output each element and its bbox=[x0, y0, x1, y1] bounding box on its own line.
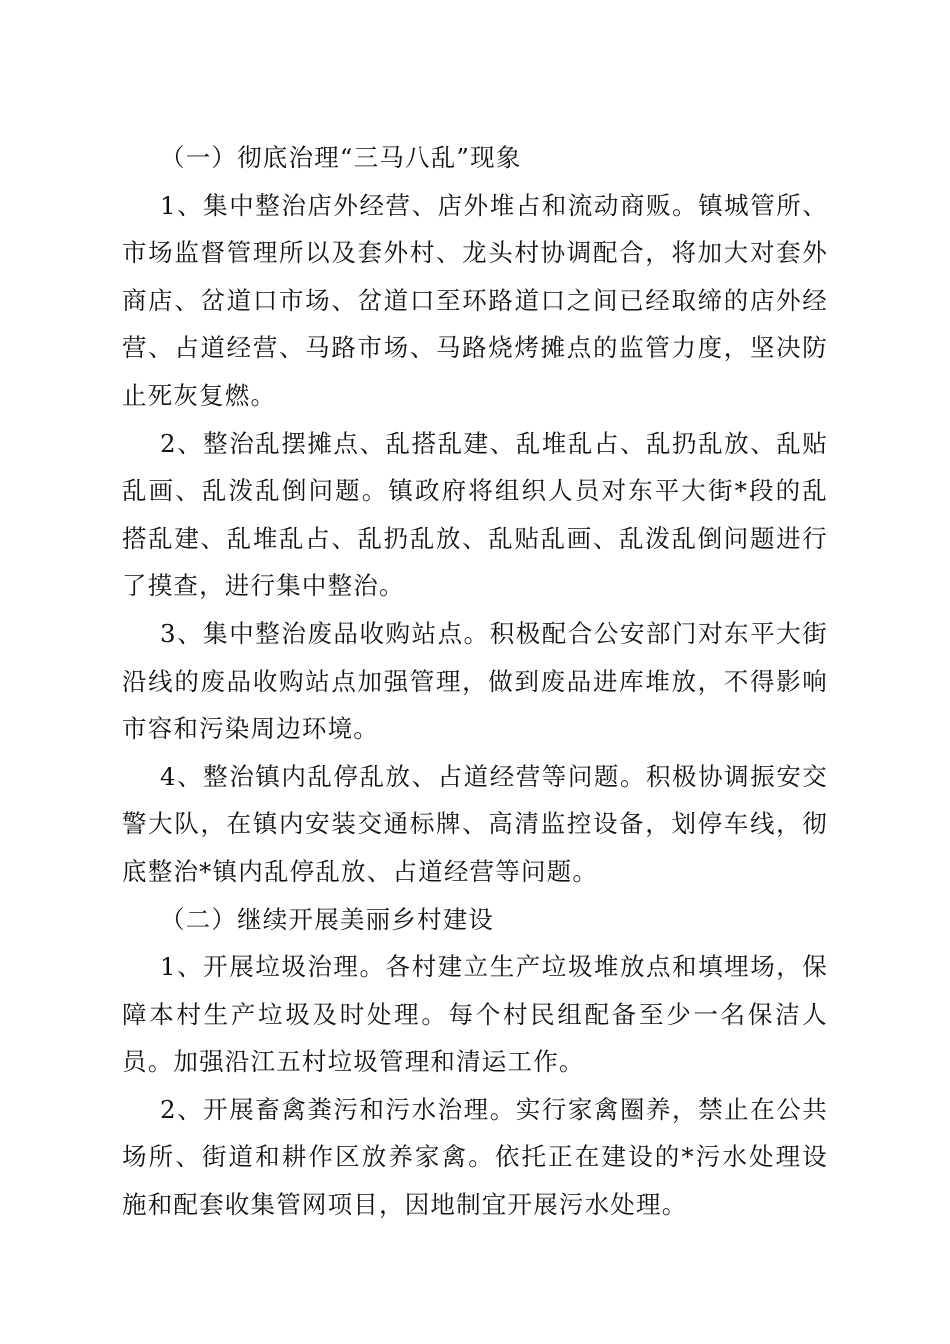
paragraph-2-2: 2、开展畜禽粪污和污水治理。实行家禽圈养，禁止在公共场所、街道和耕作区放养家禽。依托正在建设的*污水处理设施和配套收集管网项目，因地制宜开展污水处理。 bbox=[122, 1094, 828, 1220]
paragraph-2-1: 1、开展垃圾治理。各村建立生产垃圾堆放点和填埋场，保障本村生产垃圾及时处理。每个村民组配备至少一名保洁人员。加强沿江五村垃圾管理和清运工作。 bbox=[122, 952, 828, 1077]
paragraph-1-2: 2、整治乱摆摊点、乱搭乱建、乱堆乱占、乱扔乱放、乱贴乱画、乱泼乱倒问题。镇政府将组织人员对东平大街*段的乱搭乱建、乱堆乱占、乱扔乱放、乱贴乱画、乱泼乱倒问题进行了摸查，进行集中整治。 bbox=[122, 428, 828, 601]
section-heading-2: （二）继续开展美丽乡村建设 bbox=[160, 904, 495, 934]
paragraph-1-1: 1、集中整治店外经营、店外堆占和流动商贩。镇城管所、市场监督管理所以及套外村、龙头村协调配合，将加大对套外商店、岔道口市场、岔道口至环路道口之间已经取缔的店外经营、占道经营、马路市场、马路烧烤摊点的监管力度，坚决防止死灰复燃。 bbox=[122, 190, 828, 410]
document-body bbox=[122, 134, 828, 1229]
paragraph-1-4: 4、整治镇内乱停乱放、占道经营等问题。积极协调振安交警大队，在镇内安装交通标牌、高清监控设备，划停车线，彻底整治*镇内乱停乱放、占道经营等问题。 bbox=[122, 761, 828, 886]
section-heading-1: （一）彻底治理“三马八乱”现象 bbox=[160, 143, 522, 172]
paragraph-1-3: 3、集中整治废品收购站点。积极配合公安部门对东平大街沿线的废品收购站点加强管理，做到废品进库堆放，不得影响市容和污染周边环境。 bbox=[122, 618, 828, 744]
